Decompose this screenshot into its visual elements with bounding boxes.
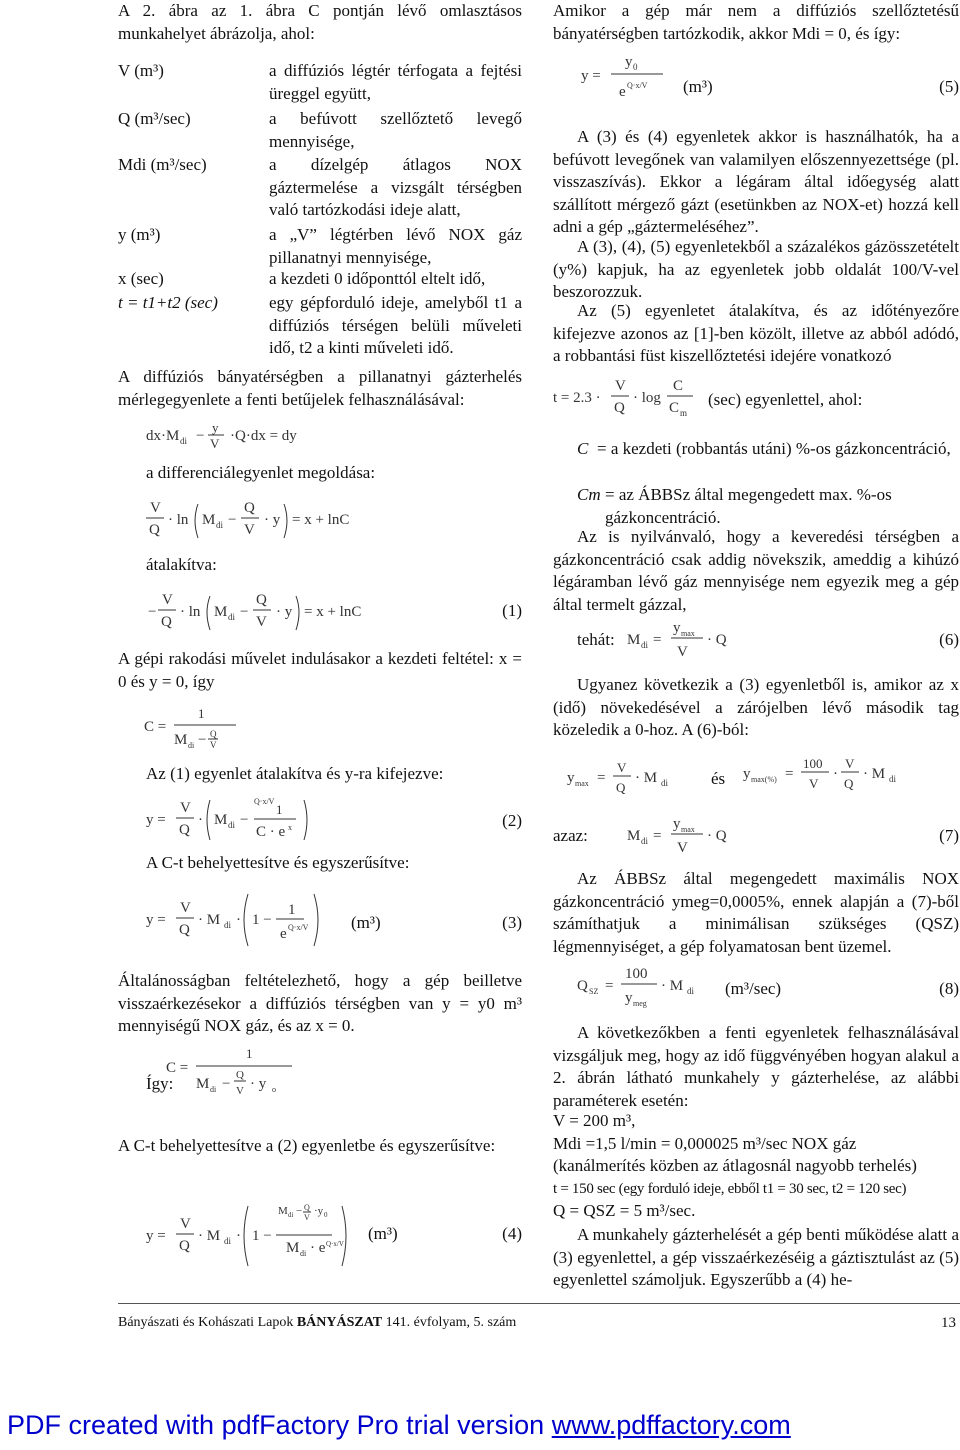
svg-text:· M: · M <box>661 978 684 994</box>
svg-text:=: = <box>597 770 606 786</box>
journal-citation <box>118 1312 516 1335</box>
svg-text:· ln: · ln <box>168 512 189 528</box>
svg-text:di: di <box>661 778 669 788</box>
solution-text: a differenciálegyenlet megoldása: <box>146 463 376 482</box>
svg-text:M: M <box>214 812 228 828</box>
svg-text:y =: y = <box>146 912 166 928</box>
svg-text:y: y <box>625 54 633 70</box>
svg-text:0: 0 <box>324 1211 328 1219</box>
pdffactory-link[interactable]: www.pdffactory.com <box>551 1410 791 1440</box>
journal-name-bold: BÁNYÁSZAT <box>296 1315 383 1330</box>
svg-text:Q: Q <box>236 1069 244 1081</box>
equation-7 <box>627 812 747 858</box>
svg-text:y: y <box>673 620 681 636</box>
svg-text:Q·x/V: Q·x/V <box>627 81 648 90</box>
svg-text:·: · <box>236 912 241 928</box>
ymax-percent-equation <box>743 752 913 796</box>
expressed-text: Az (1) egyenlet átalakítva és y-ra kifejezve: <box>146 764 444 783</box>
igy-label: Így: <box>146 1074 174 1093</box>
initial-condition-text: A gépi rakodási művelet indulásakor a kezdeti feltétel: x = 0 és y = 0, így <box>118 649 522 691</box>
constant-c-equation-2 <box>166 1044 296 1100</box>
max-paragraph <box>553 868 959 958</box>
svg-text:·: · <box>833 766 838 782</box>
svg-text:M: M <box>202 512 216 528</box>
svg-text:e: e <box>619 84 626 100</box>
svg-text:· y: · y <box>264 512 281 528</box>
page-number: 13 <box>941 1315 956 1331</box>
definition-desc: a dízelgép átlagos NOX gáztermelése a vizsgált térségben való tartózkodási ideje alatt, <box>269 155 522 219</box>
equation-1-number: (1) <box>502 601 522 620</box>
svg-text:max: max <box>681 629 695 638</box>
svg-text:e: e <box>280 926 287 942</box>
svg-text:di: di <box>210 1085 217 1094</box>
svg-text:y: y <box>625 990 633 1006</box>
applicable-text: A (3) és (4) egyenletek akkor is használhatók, ha a befúvott levegőnek van valamilyen előszennyezettsége (pl. visszaszívás). Ekkor a légáram által időegység alatt szállított mérgező gázt (esetünkben az NOX-et) hozzá kell adni a gép „gáztermeléséhez”. <box>553 127 959 236</box>
equation-4-number: (4) <box>502 1224 522 1243</box>
obvious-paragraph <box>553 526 959 616</box>
svg-text:= x + lnC: = x + lnC <box>304 604 362 620</box>
next-text: A következőkben a fenti egyenletek felhasználásával vizsgáljuk meg, hogy az idő függvényében hogyan alakul a 2. ábrán látható munkahely y gázterhelése, az alábbi paraméterek esetén: <box>553 1023 959 1110</box>
general-text: Általánosságban feltételezhető, hogy a gép beilletve visszaérkezésekor a diffúziós térségben van y = y0 m³ mennyiségű NOX gáz, és az x = 0. <box>118 971 522 1035</box>
svg-text:Q: Q <box>210 729 217 739</box>
equation-7-number: (7) <box>939 826 959 845</box>
svg-text:· e: · e <box>310 1240 326 1256</box>
journal-name: Bányászati és Kohászati Lapok <box>118 1315 294 1330</box>
parameter-item: Mdi =1,5 l/min = 0,000025 m³/sec NOX gáz <box>553 1133 857 1153</box>
equation-1 <box>148 588 388 636</box>
max-text: Az ÁBBSz által megengedett maximális NOX gázkoncentráció ymeg=0,0005%, ennek alapján a (7)-ből számíthatjuk a minimálisan szükséges (QSZ) légmennyiséget, a gép folyamatosan bent üzemel. <box>553 869 959 956</box>
svg-text:di: di <box>288 1211 294 1219</box>
svg-text:di: di <box>300 1249 307 1258</box>
svg-text:· log: · log <box>633 390 661 406</box>
svg-text:V: V <box>162 592 173 608</box>
svg-text:di: di <box>889 774 897 784</box>
svg-text:Q: Q <box>614 400 625 416</box>
pdf-banner-text <box>7 1410 791 1440</box>
svg-text:y: y <box>567 770 575 786</box>
svg-text:V: V <box>256 614 267 630</box>
svg-text:di: di <box>641 836 649 846</box>
svg-text:V: V <box>210 740 217 750</box>
definition-desc: = a kezdeti (robbantás utáni) %-os gázkoncentráció, <box>597 439 951 458</box>
initial-condition-paragraph <box>118 648 522 693</box>
equation-4 <box>146 1200 366 1270</box>
parameter-item: V = 200 m³, <box>553 1111 636 1130</box>
svg-text:Q: Q <box>244 500 255 516</box>
svg-text:· M: · M <box>635 770 658 786</box>
equation-5 <box>581 52 681 108</box>
eq5-paragraph <box>553 300 959 368</box>
time-equation-text: (sec) egyenlettel, ahol: <box>708 390 863 409</box>
svg-text:V: V <box>236 1085 244 1097</box>
time-equation <box>553 374 703 424</box>
parameter-item: t = 150 sec (egy forduló ideje, ebből t1 = 30 sec, t2 = 120 sec) <box>553 1180 907 1197</box>
eq5-text: Az (5) egyenletet átalakítva, és az időtényezőre kifejezve azonos az [1]-ben közölt, illetve az abból adódó, a robbantási füst kiszellőztetési idejére vonatkozó <box>553 301 959 365</box>
svg-text:−: − <box>196 428 205 444</box>
general-paragraph <box>118 970 522 1038</box>
definition-term: C <box>577 439 589 458</box>
svg-text:C · e: C · e <box>256 824 286 840</box>
definition-desc: a „V” légtérben lévő NOX gáz pillanatnyi mennyisége, <box>269 225 522 267</box>
substituted-label <box>146 852 409 875</box>
svg-text:V: V <box>809 776 819 791</box>
svg-text:V: V <box>845 756 855 771</box>
svg-text:y: y <box>212 420 219 435</box>
svg-text:=: = <box>785 766 794 782</box>
substituted-2-text: A C-t behelyettesítve a (2) egyenletbe és egyszerűsítve: <box>118 1136 496 1155</box>
svg-text:· Q: · Q <box>707 632 727 648</box>
percent-text: A (3), (4), (5) egyenletekből a százalékos gázösszetételt (y%) kapjuk, ha az egyenletek jobb oldalát 100/V-vel beszorozzuk. <box>553 237 959 301</box>
svg-text:di: di <box>224 1236 232 1246</box>
transformed-text: átalakítva: <box>146 555 217 574</box>
svg-text:y: y <box>673 816 681 832</box>
svg-text:Q: Q <box>616 780 626 795</box>
svg-text:Q: Q <box>179 1238 190 1254</box>
svg-text:−: − <box>240 812 249 828</box>
svg-text:V: V <box>244 522 255 538</box>
equation-2 <box>146 794 386 846</box>
svg-text:·: · <box>198 812 203 828</box>
definition-desc: = az ÁBBSz által megengedett max. %-os gázkoncentráció. <box>605 485 892 527</box>
substituted-2-paragraph <box>118 1135 522 1158</box>
svg-text:=: = <box>605 978 614 994</box>
equation-8-unit: (m³/sec) <box>725 979 782 998</box>
svg-text:Q·x/V: Q·x/V <box>254 797 275 806</box>
svg-text:100: 100 <box>803 756 823 771</box>
definition-term: Q (m³/sec) <box>118 109 191 128</box>
same-text: Ugyanez következik a (3) egyenletből is, amikor az x (idő) növekedésével a zárójelben lévő második tag közeledik a 0-hoz. A (6)-ból: <box>553 675 959 739</box>
definition-desc: a diffúziós légtér térfogata a fejtési üreggel együtt, <box>269 61 522 103</box>
svg-text:1 −: 1 − <box>252 1228 272 1244</box>
svg-text:C =: C = <box>144 719 167 735</box>
top-text: Amikor a gép már nem a diffúziós szellőztetésű bányatérségben tartózkodik, akkor Mdi = 0, és így: <box>553 1 959 43</box>
svg-text:V: V <box>617 760 627 775</box>
svg-text:M: M <box>174 732 188 748</box>
svg-text:y =: y = <box>146 1228 166 1244</box>
svg-text:V: V <box>180 1216 191 1232</box>
svg-text:m: m <box>680 408 688 418</box>
svg-text:M: M <box>627 632 641 648</box>
svg-text:1 −: 1 − <box>252 912 272 928</box>
svg-text:Q: Q <box>577 978 588 994</box>
svg-text:o: o <box>272 1085 276 1094</box>
svg-text:1: 1 <box>198 706 205 721</box>
svg-text:di: di <box>224 920 232 930</box>
svg-text:−: − <box>228 512 237 528</box>
svg-text:=: = <box>653 632 662 648</box>
svg-text:Q·x/V: Q·x/V <box>326 1240 344 1248</box>
svg-text:meg: meg <box>633 999 647 1008</box>
svg-text:· y: · y <box>250 1076 267 1092</box>
end-text: A munkahely gázterhelését a gép benti működése alatt a (3) egyenlettel, a gép visszaérkezéséig a gáztisztulást az (5) egyenlettel számoljuk. Egyszerűbb a (4) he- <box>553 1225 959 1289</box>
svg-text:V: V <box>180 900 191 916</box>
svg-text:V: V <box>180 800 191 816</box>
equation-6 <box>627 616 747 662</box>
definition-term: y (m³) <box>118 225 161 244</box>
solution-label <box>146 462 375 485</box>
svg-text:1: 1 <box>246 1046 253 1061</box>
svg-text:di: di <box>687 986 695 996</box>
svg-text:max: max <box>575 779 589 788</box>
ymax-equation <box>567 758 697 798</box>
svg-text:0: 0 <box>633 62 638 72</box>
svg-text:= x + lnC: = x + lnC <box>292 512 350 528</box>
svg-text:V: V <box>615 378 626 394</box>
svg-text:Q·x/V: Q·x/V <box>288 923 309 932</box>
journal-issue: 141. évfolyam, 5. szám <box>385 1315 517 1330</box>
svg-text:Q: Q <box>179 822 190 838</box>
svg-text:· ln: · ln <box>180 604 201 620</box>
svg-text:Q: Q <box>179 922 190 938</box>
equation-2-number: (2) <box>502 811 522 830</box>
svg-text:M: M <box>627 828 641 844</box>
equation-8-number: (8) <box>939 979 959 998</box>
equation-3-unit: (m³) <box>351 913 381 932</box>
svg-text:· M: · M <box>198 1228 221 1244</box>
equation-3 <box>146 886 346 952</box>
equation-5-number: (5) <box>939 77 959 96</box>
svg-text:V: V <box>304 1213 310 1222</box>
differential-equation <box>146 418 326 452</box>
page-footer <box>118 1303 960 1336</box>
svg-text:di: di <box>188 741 195 750</box>
definition-term: Cm <box>577 485 601 504</box>
es-label: és <box>711 769 726 788</box>
svg-text:di: di <box>228 820 236 830</box>
svg-text:di: di <box>180 436 188 446</box>
percent-paragraph <box>553 236 959 304</box>
svg-text:·y: ·y <box>314 1205 324 1217</box>
intro-paragraph <box>118 0 522 45</box>
definition-desc: a kezdeti 0 időponttól eltelt idő, <box>269 269 486 288</box>
svg-text:· M: · M <box>198 912 221 928</box>
definition-term: V (m³) <box>118 61 164 80</box>
svg-text:V: V <box>677 840 688 856</box>
svg-text:y: y <box>743 766 751 782</box>
equation-5-unit: (m³) <box>683 77 713 96</box>
transformed-label <box>146 554 217 577</box>
svg-text:y =: y = <box>146 812 166 828</box>
svg-text:di: di <box>216 520 224 530</box>
svg-text:−: − <box>240 604 249 620</box>
svg-text:−: − <box>222 1076 231 1092</box>
svg-text:max(%): max(%) <box>751 775 777 784</box>
svg-text:Q: Q <box>844 776 854 791</box>
parameter-item: (kanálmerítés közben az átlagosnál nagyobb terhelés) <box>553 1156 917 1175</box>
svg-text:· y: · y <box>276 604 293 620</box>
constant-c-equation <box>144 704 244 752</box>
equation-3-number: (3) <box>502 913 522 932</box>
svg-text:V: V <box>677 644 688 660</box>
svg-text:x: x <box>288 823 292 832</box>
balance-paragraph <box>118 366 522 411</box>
tehat-label: tehát: <box>577 630 615 649</box>
obvious-text: Az is nyilvánvaló, hogy a keveredési térségben a gázkoncentráció csak addig növekszik, ameddig a kihúzó légáramban lévő gáz mennyisége nem egyezik meg a gép által termelt gázzal, <box>553 527 959 614</box>
pdf-banner <box>0 1405 960 1450</box>
svg-text:di: di <box>641 640 649 650</box>
azaz-label: azaz: <box>553 826 588 845</box>
svg-text:−: − <box>296 1205 303 1217</box>
expressed-label <box>146 763 443 786</box>
equation-8 <box>577 962 717 1008</box>
equation-4-unit: (m³) <box>368 1224 398 1243</box>
intro-text: A 2. ábra az 1. ábra C pontján lévő omlasztásos munkahelyet ábrázolja, ahol: <box>118 1 522 43</box>
svg-text:SZ: SZ <box>589 987 599 996</box>
svg-text:Q: Q <box>304 1203 310 1212</box>
svg-text:Q: Q <box>161 614 172 630</box>
end-paragraph <box>553 1224 959 1292</box>
next-paragraph <box>553 1022 959 1112</box>
svg-text:C: C <box>669 400 680 416</box>
top-paragraph <box>553 0 959 45</box>
svg-text:M: M <box>286 1240 300 1256</box>
applicable-paragraph <box>553 126 959 239</box>
svg-text:M: M <box>214 604 228 620</box>
balance-text: A diffúziós bányatérségben a pillanatnyi gázterhelés mérlegegyenlete a fenti betűjelek felhasználásával: <box>118 367 522 409</box>
svg-text:−: − <box>198 732 207 748</box>
same-paragraph <box>553 674 959 742</box>
svg-text:100: 100 <box>625 966 648 982</box>
svg-text:1: 1 <box>288 902 296 918</box>
svg-text:max: max <box>681 825 695 834</box>
parameter-item: Q = QSZ = 5 m³/sec. <box>553 1201 696 1220</box>
substituted-text: A C-t behelyettesítve és egyszerűsítve: <box>146 853 410 872</box>
definition-desc: egy gépforduló ideje, amelyből t1 a diffúziós térségen belüli műveleti idő, t2 a kinti műveleti idő. <box>269 293 522 357</box>
svg-text:Q: Q <box>149 522 160 538</box>
svg-text:Q: Q <box>256 592 267 608</box>
svg-text:dx·M: dx·M <box>146 428 180 444</box>
svg-text:di: di <box>228 612 236 622</box>
definition-term: Mdi (m³/sec) <box>118 155 207 174</box>
pdf-banner-label: PDF created with pdfFactory Pro trial version <box>7 1410 552 1440</box>
definition-desc: a befúvott szellőztető levegő mennyisége, <box>269 109 522 151</box>
svg-text:V: V <box>210 436 220 451</box>
svg-text:1: 1 <box>276 802 283 817</box>
svg-text:V: V <box>150 500 161 516</box>
svg-text:−: − <box>148 604 157 620</box>
parameter-list <box>553 1110 959 1223</box>
definition-term: x (sec) <box>118 269 164 288</box>
svg-text:M: M <box>196 1076 210 1092</box>
svg-text:C: C <box>673 378 684 394</box>
equation-6-number: (6) <box>939 630 959 649</box>
solution-equation <box>146 496 386 544</box>
svg-text:· Q: · Q <box>707 828 727 844</box>
svg-text:y =: y = <box>581 68 601 84</box>
svg-text:t = 2.3 ·: t = 2.3 · <box>553 390 601 406</box>
svg-text:C =: C = <box>166 1060 189 1076</box>
svg-text:· M: · M <box>863 766 886 782</box>
svg-text:=: = <box>653 828 662 844</box>
definition-term: t = t1+t2 (sec) <box>118 293 218 312</box>
svg-text:·: · <box>236 1228 241 1244</box>
svg-text:M: M <box>278 1205 288 1217</box>
svg-text:·Q·dx = dy: ·Q·dx = dy <box>230 428 297 444</box>
